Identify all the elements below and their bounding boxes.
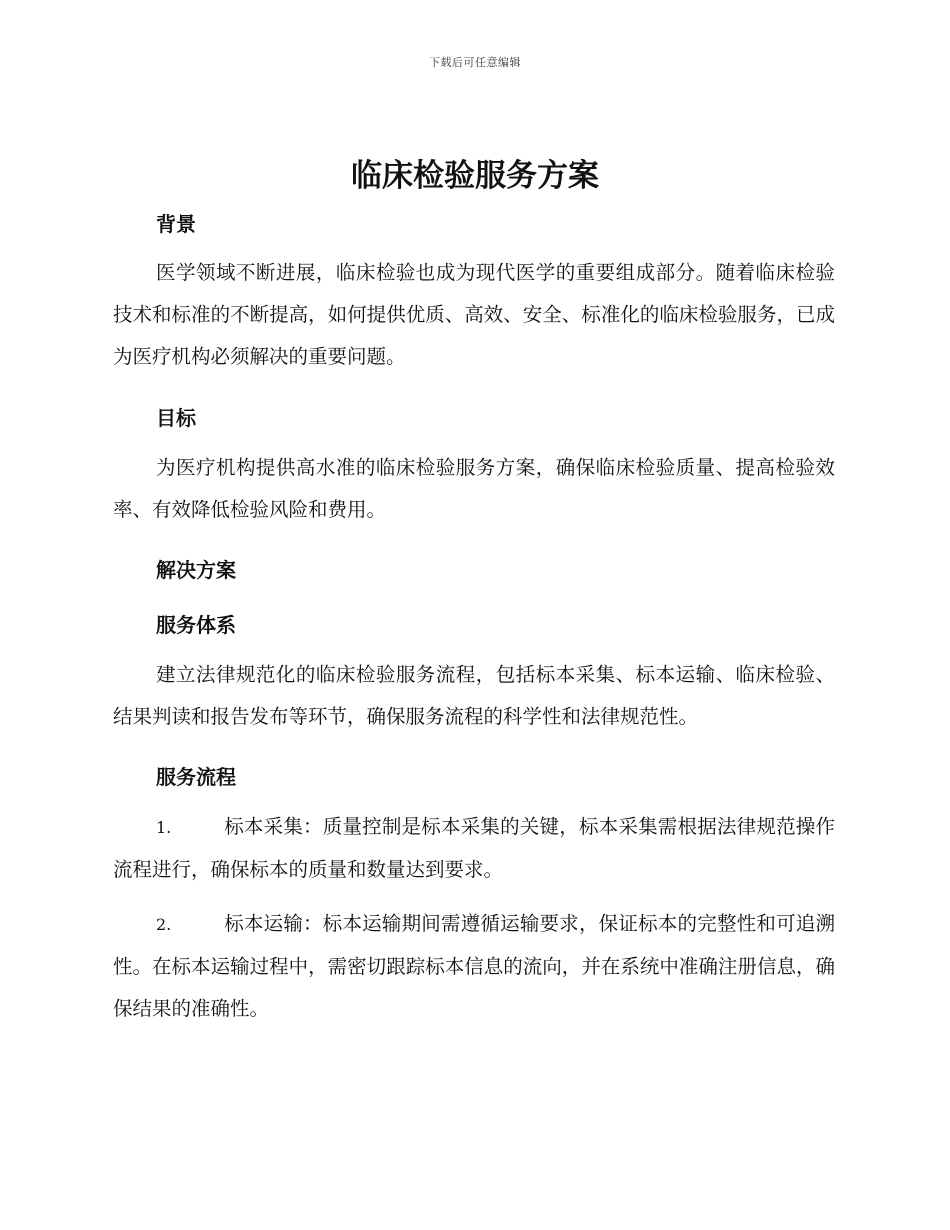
heading-background: 背景 bbox=[156, 212, 196, 236]
list-item-2 bbox=[113, 903, 835, 1030]
list-item bbox=[113, 806, 835, 891]
list-item-1 bbox=[113, 806, 835, 891]
document-title: 临床检验服务方案 bbox=[351, 158, 599, 194]
paragraph-goal bbox=[113, 447, 835, 531]
list-number: 1. bbox=[156, 818, 172, 837]
list-number: 2. bbox=[156, 915, 172, 934]
paragraph-service-system bbox=[113, 654, 835, 738]
paragraph-goal-text: 为医疗机构提供高水准的临床检验服务方案，确保临床检验质量、提高检验效率、有效降低检验风险和费用。 bbox=[113, 456, 835, 521]
list-item-text: 标本运输：标本运输期间需遵循运输要求，保证标本的完整性和可追溯性。在标本运输过程中，需密切跟踪标本信息的流向，并在系统中准确注册信息，确保结果的准确性。 bbox=[113, 912, 835, 1020]
paragraph-background-text: 医学领域不断进展，临床检验也成为现代医学的重要组成部分。随着临床检验技术和标准的不断提高，如何提供优质、高效、安全、标准化的临床检验服务，已成为医疗机构必须解决的重要问题。 bbox=[113, 261, 835, 368]
heading-solution: 解决方案 bbox=[156, 558, 236, 582]
paragraph-service-system-text: 建立法律规范化的临床检验服务流程，包括标本采集、标本运输、临床检验、结果判读和报告发布等环节，确保服务流程的科学性和法律规范性。 bbox=[113, 663, 835, 728]
heading-service-system: 服务体系 bbox=[156, 613, 236, 637]
heading-goal: 目标 bbox=[156, 406, 196, 430]
list-item bbox=[113, 903, 835, 1030]
heading-service-process: 服务流程 bbox=[156, 765, 236, 789]
page-header-note: 下载后可任意编辑 bbox=[429, 56, 521, 69]
list-item-text: 标本采集：质量控制是标本采集的关键，标本采集需根据法律规范操作流程进行，确保标本的质量和数量达到要求。 bbox=[113, 815, 835, 881]
paragraph-background bbox=[113, 252, 835, 378]
